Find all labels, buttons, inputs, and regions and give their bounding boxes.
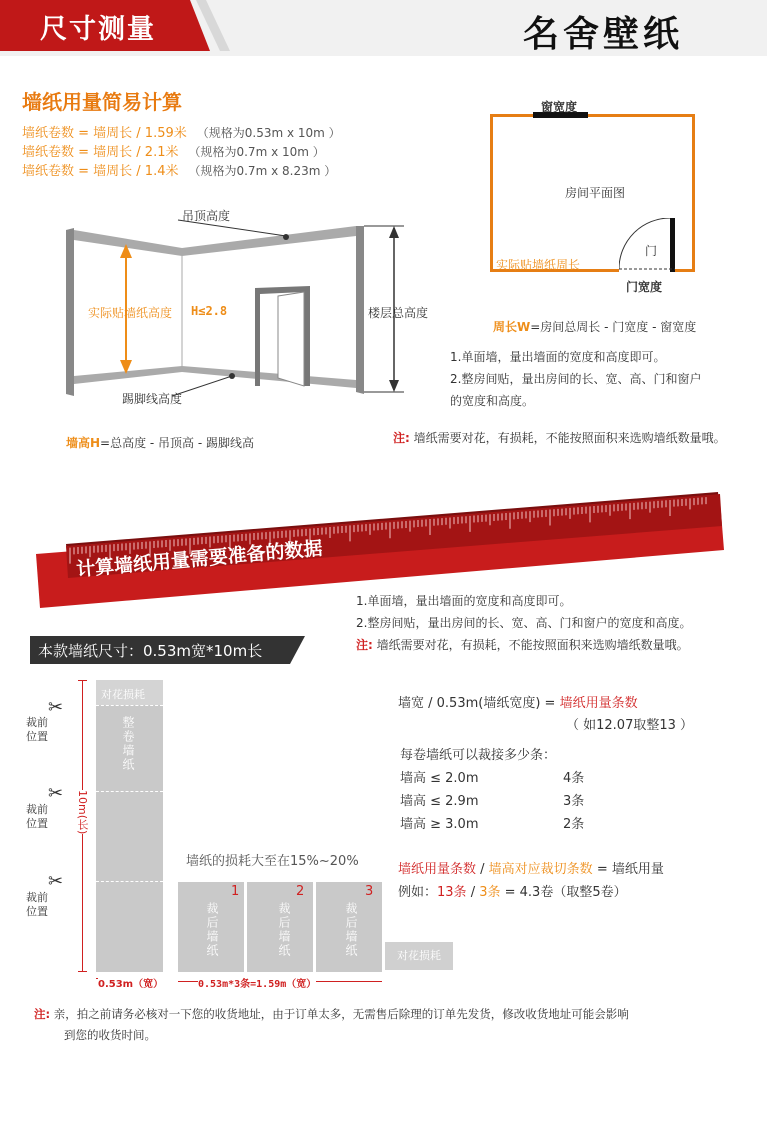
scissors-icon: ✂ bbox=[48, 871, 64, 892]
size-tag-text: 本款墙纸尺寸：0.53m宽*10m长 bbox=[38, 642, 263, 660]
wall-height-formula: 墙高H=总高度 - 吊顶高 - 踢脚线高 bbox=[66, 436, 255, 450]
length-cap-top bbox=[78, 680, 87, 681]
footer-note-line1: 注: 亲，拍之前请务必核对一下您的收货地址，由于订单太多，无需售后除理的订单先发货，修改收货地址可能会影响 bbox=[34, 1007, 629, 1021]
perimeter-formula: 周长W=房间总周长 - 门宽度 - 窗宽度 bbox=[493, 320, 697, 334]
length-cap-bottom bbox=[78, 971, 87, 972]
strip-number: 3 bbox=[365, 884, 374, 899]
scissors-icon: ✂ bbox=[48, 783, 64, 804]
roll-width-label: 0.53m（宽） bbox=[98, 975, 163, 990]
brand-name: 名舍壁纸 bbox=[523, 13, 684, 55]
strip-label: 裁后墙纸 bbox=[344, 902, 358, 958]
banner-title: 计算墙纸用量需要准备的数据 bbox=[75, 537, 324, 581]
calc-rolls: 墙纸用量条数 / 墙高对应裁切条数 = 墙纸用量 bbox=[398, 862, 664, 877]
ceiling-dot bbox=[283, 234, 289, 240]
door-leaf bbox=[278, 292, 304, 386]
roll-top-label: 对花损耗 bbox=[101, 688, 145, 701]
roll-length-label: 10m(长) bbox=[76, 790, 89, 835]
right-wall-edge bbox=[356, 226, 364, 394]
page-title: 尺寸测量 bbox=[40, 14, 156, 45]
skirting-right bbox=[182, 366, 356, 388]
calc-strips: 墙宽 / 0.53m(墙纸宽度) = 墙纸用量条数 bbox=[398, 696, 638, 711]
section1-note: 注: 墙纸需要对花，有损耗，不能按照面积来选购墙纸数量哦。 bbox=[393, 431, 726, 445]
height-row-label: 墙高 ≥ 3.0m bbox=[400, 817, 479, 832]
whole-roll-label: 整卷墙纸 bbox=[121, 716, 135, 772]
skirting-dot bbox=[229, 373, 235, 379]
step-2-cont: 的宽度和高度。 bbox=[450, 394, 535, 408]
calc-strips-example: （ 如12.07取整13 ） bbox=[566, 718, 694, 733]
floor-height-label: 楼层总高度 bbox=[368, 306, 429, 320]
footer-note-line2: 到您的收货时间。 bbox=[64, 1028, 156, 1042]
ceiling-height-label: 吊顶高度 bbox=[182, 209, 231, 223]
strip-label: 裁后墙纸 bbox=[205, 902, 219, 958]
skirting-height-label: 踢脚线高度 bbox=[122, 392, 183, 406]
strip-pattern-loss: 对花损耗 bbox=[385, 942, 453, 970]
total-arrow-bottom bbox=[389, 380, 399, 392]
strips-width-label: 0.53m*3条=1.59m（宽） bbox=[198, 975, 316, 990]
cut-position-label: 裁前位置 bbox=[26, 716, 48, 743]
step-2: 2.整房间贴，量出房间的长、宽、高、门和窗户 bbox=[450, 372, 702, 386]
strip-number: 1 bbox=[231, 884, 240, 899]
window-width-label: 窗宽度 bbox=[541, 100, 578, 114]
per-roll-heading: 每卷墙纸可以裁接多少条： bbox=[400, 748, 557, 763]
plan-title: 房间平面图 bbox=[565, 186, 626, 200]
formula-2: 墙纸卷数 = 墙周长 / 2.1米 （规格为0.7m x 10m ） bbox=[22, 145, 325, 160]
cut-line-2 bbox=[96, 791, 163, 792]
total-arrow-top bbox=[389, 226, 399, 238]
height-row-count: 4条 bbox=[563, 771, 585, 786]
formula-3: 墙纸卷数 = 墙周长 / 1.4米 （规格为0.7m x 8.23m ） bbox=[22, 164, 337, 179]
calc-rolls-example: 例如：13条 / 3条 = 4.3卷（取整5卷） bbox=[398, 885, 627, 900]
cut-line-1 bbox=[96, 705, 163, 706]
strip-number: 2 bbox=[296, 884, 305, 899]
cut-position-label: 裁前位置 bbox=[26, 803, 48, 830]
door-width-label: 门宽度 bbox=[626, 280, 663, 294]
height-limit: H≤2.8 bbox=[191, 304, 228, 318]
section-heading: 墙纸用量简易计算 bbox=[22, 90, 182, 114]
height-row-count: 3条 bbox=[563, 794, 585, 809]
actual-height-label: 实际贴墙纸高度 bbox=[88, 306, 173, 320]
height-row-count: 2条 bbox=[563, 817, 585, 832]
s2-step-1: 1.单面墙，量出墙面的宽度和高度即可。 bbox=[356, 594, 572, 608]
left-wall-edge bbox=[66, 228, 74, 396]
step-1: 1.单面墙，量出墙面的宽度和高度即可。 bbox=[450, 350, 666, 364]
cut-line-3 bbox=[96, 881, 163, 882]
height-row-label: 墙高 ≤ 2.0m bbox=[400, 771, 479, 786]
cut-position-label: 裁前位置 bbox=[26, 891, 48, 918]
formula-1: 墙纸卷数 = 墙周长 / 1.59米 （规格为0.53m x 10m ） bbox=[22, 126, 341, 141]
scissors-icon: ✂ bbox=[48, 697, 64, 718]
loss-range-text: 墙纸的损耗大至在15%~20% bbox=[186, 854, 359, 869]
strip-label: 裁后墙纸 bbox=[277, 902, 291, 958]
ceiling-right bbox=[182, 226, 356, 256]
door-label: 门 bbox=[645, 244, 658, 258]
s2-note: 注: 墙纸需要对花，有损耗，不能按照面积来选购墙纸数量哦。 bbox=[356, 638, 689, 652]
s2-step-2: 2.整房间贴，量出房间的长、宽、高、门和窗户的宽度和高度。 bbox=[356, 616, 692, 630]
height-row-label: 墙高 ≤ 2.9m bbox=[400, 794, 479, 809]
perimeter-label: 实际贴墙纸周长 bbox=[496, 258, 581, 272]
